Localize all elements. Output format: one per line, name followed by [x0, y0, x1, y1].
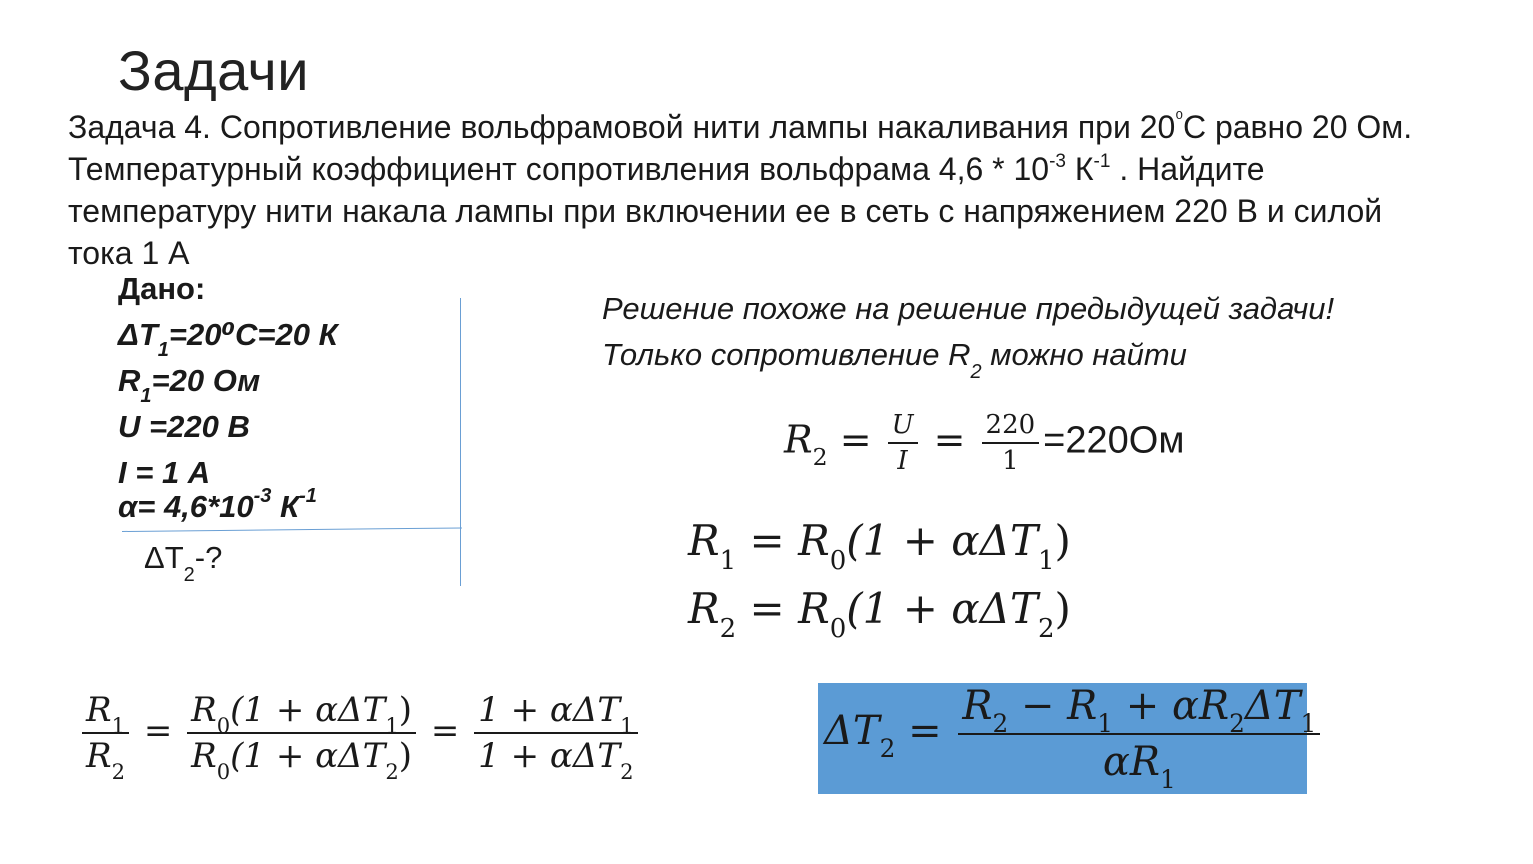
problem-line-2: Температурный коэффициент сопротивления вольфрама $4,6 * 10^{-3}$ $К^{-1}$ . Найдите	[68, 151, 1265, 187]
equation-ratio: $\frac{R_1}{R_2}$ = $\frac{R_0(1 + \alpha\Delta T_1)}{R_0(1 + \alpha\Delta T_2)}$ = $\frac{1 + \alpha\Delta T_1}{1 + \alpha\Delta T_2}$	[78, 690, 642, 776]
problem-line-4: тока 1 А	[68, 235, 190, 271]
equation-result-dt2: $\Delta T_2$ = $\frac{R_2 - R_1 + \alpha R_2\Delta T_1}{\alpha R_1}$	[824, 683, 1324, 785]
equation-r2: $R_2 = R_0(1 + \alpha\Delta T_2)$	[688, 584, 1071, 645]
solution-note-line-1: Решение похоже на решение предыдущей задачи!	[602, 291, 1335, 326]
problem-statement	[68, 106, 1518, 274]
given-r1: $R_1=20$ Ом	[118, 363, 261, 408]
solution-note-line-2: Только сопротивление $R_2$ можно найти	[602, 337, 1187, 384]
problem-line-1: Задача 4. Сопротивление вольфрамовой нити лампы накаливания при $20^{^0}С$ равно 20 Ом.	[68, 109, 1413, 145]
find-unknown: $\Delta T_2-$?	[144, 540, 223, 587]
solution-note	[602, 286, 1335, 384]
given-heading: Дано:	[118, 271, 206, 306]
fraction-r0-terms: $\frac{R_0(1 + \alpha\Delta T_1)}{R_0(1 + \alpha\Delta T_2)}$	[187, 690, 416, 776]
given-dt1: $\Delta T_1=20^0С=20$ К	[118, 317, 338, 362]
given-i: I = 1 А	[118, 455, 211, 490]
given-u: U =220 В	[118, 409, 250, 444]
fraction-simplified: $\frac{1 + \alpha\Delta T_1}{1 + \alpha\Delta T_2}$	[474, 690, 637, 776]
equation-r1: $R_1 = R_0(1 + \alpha\Delta T_1)$	[688, 516, 1071, 577]
given-alpha: $\alpha= 4,6*10^{-3}$ $К^{-1}$	[118, 484, 317, 524]
fraction-220-over-1: $\frac{220}{1}$	[982, 410, 1040, 476]
problem-line-3: температуру нити накала лампы при включении ее в сеть с напряжением 220 В и силой	[68, 193, 1383, 229]
fraction-result: $\frac{R_2 - R_1 + \alpha R_2\Delta T_1}{\alpha R_1}$	[958, 683, 1320, 785]
given-block	[118, 266, 338, 530]
equation-r2-ohms-law: $R_2$ = $\frac{U}{I}$ = $\frac{220}{1}$ =220Ом	[784, 410, 1185, 476]
fraction-u-over-i: $\frac{U}{I}$	[888, 410, 918, 476]
given-divider-vertical	[460, 298, 461, 586]
slide-title: Задачи	[118, 39, 310, 102]
fraction-r1-over-r2: $\frac{R_1}{R_2}$	[82, 690, 129, 776]
